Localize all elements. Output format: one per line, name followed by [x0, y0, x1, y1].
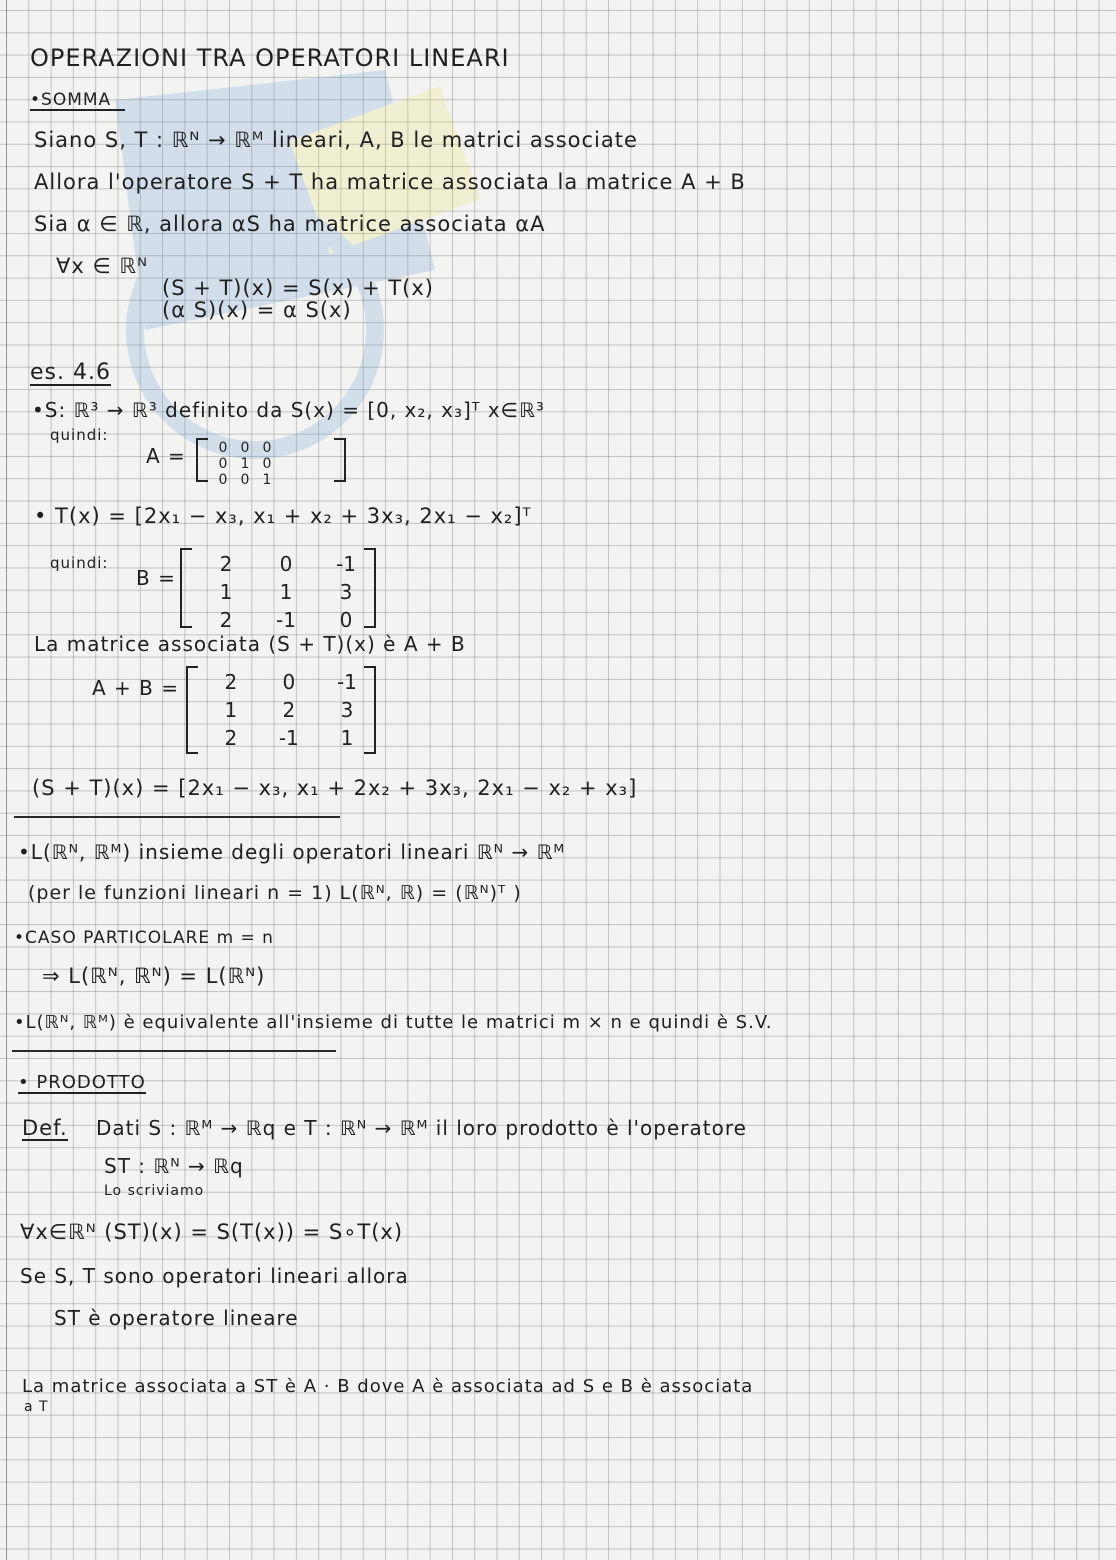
margin-line [6, 0, 7, 1560]
matrix-cell: 1 [240, 456, 250, 472]
definition-label: Def. [22, 1116, 68, 1140]
matrix-row [196, 578, 376, 606]
matrix-cell: 0 [218, 440, 228, 456]
matrix-cell: 0 [262, 456, 272, 472]
st-linear-statement: ST è operatore lineare [54, 1306, 299, 1330]
matrix-row [202, 668, 376, 696]
quindi-label-a: quindi: [50, 426, 109, 444]
example-s-definition: •S: ℝ³ → ℝ³ definito da S(x) = [0, x₂, x₃]ᵀ x∈ℝ³ [32, 398, 545, 422]
somma-line-1: Siano S, T : ℝᴺ → ℝᴹ lineari, A, B le matrici associate [34, 128, 638, 152]
linear-functions-note: (per le funzioni lineari n = 1) L(ℝᴺ, ℝ) = (ℝᴺ)ᵀ ) [28, 882, 522, 904]
matrix-row [196, 550, 376, 578]
page-title: OPERAZIONI TRA OPERATORI LINEARI [30, 44, 510, 72]
matrix-cell: 0 [262, 440, 272, 456]
matrix-cell: 1 [279, 580, 293, 604]
matrix-cell: 2 [224, 726, 238, 750]
example-t-definition: • T(x) = [2x₁ − x₃, x₁ + x₂ + 3x₃, 2x₁ − x₂]ᵀ [34, 504, 532, 528]
matrix-cell: 2 [282, 698, 296, 722]
matrix-cell: -1 [336, 552, 356, 576]
linearity-condition: Se S, T sono operatori lineari allora [20, 1264, 409, 1288]
matrix-cell: 0 [240, 440, 250, 456]
quindi-label-b: quindi: [50, 554, 109, 572]
section-heading-somma: •SOMMA [30, 92, 125, 111]
matrix-cell: 1 [340, 726, 354, 750]
divider-2 [12, 1050, 336, 1052]
product-definition: Dati S : ℝᴹ → ℝq e T : ℝᴺ → ℝᴹ il loro prodotto è l'operatore [96, 1116, 747, 1140]
matrix-cell: -1 [278, 726, 299, 750]
matrix-row [196, 606, 376, 634]
matrix-row [202, 724, 376, 752]
product-st-map: ST : ℝᴺ → ℝq [104, 1154, 244, 1178]
matrix-cell: 1 [219, 580, 233, 604]
matrix-cell: 1 [262, 472, 272, 488]
matrix-cell: -1 [336, 670, 357, 694]
sum-result: (S + T)(x) = [2x₁ − x₃, x₁ + 2x₂ + 3x₃, 2x₁ − x₂ + x₃] [32, 776, 638, 800]
matrix-cell: 0 [240, 472, 250, 488]
matrix-row [212, 456, 278, 472]
associated-matrix-line: La matrice associata (S + T)(x) è A + B [34, 632, 466, 656]
matrix-equivalence: •L(ℝᴺ, ℝᴹ) è equivalente all'insieme di tutte le matrici m × n e quindi è S.V. [14, 1012, 773, 1033]
somma-forall: ∀x ∈ ℝᴺ [56, 254, 148, 278]
somma-line-3: Sia α ∈ ℝ, allora αS ha matrice associata αA [34, 212, 546, 236]
matrix-row [212, 472, 278, 488]
matrix-a-plus-b [186, 666, 376, 754]
particular-case: •CASO PARTICOLARE m = n [14, 928, 274, 948]
matrix-cell: -1 [276, 608, 296, 632]
somma-line-2: Allora l'operatore S + T ha matrice associata la matrice A + B [34, 170, 746, 194]
matrix-cell: 2 [224, 670, 238, 694]
somma-scalar-formula: (α S)(x) = α S(x) [162, 298, 352, 322]
linear-operators-set: •L(ℝᴺ, ℝᴹ) insieme degli operatori lineari ℝᴺ → ℝᴹ [18, 840, 566, 864]
product-matrix-statement-end: a T [24, 1399, 49, 1415]
matrix-cell: 0 [339, 608, 353, 632]
matrix-cell: 2 [219, 608, 233, 632]
matrix-cell: 3 [340, 698, 354, 722]
divider-1 [14, 816, 340, 818]
matrix-a [196, 438, 346, 488]
particular-case-result: ⇒ L(ℝᴺ, ℝᴺ) = L(ℝᴺ) [42, 964, 266, 988]
matrix-cell: 0 [279, 552, 293, 576]
matrix-cell: 1 [224, 698, 238, 722]
matrix-row [202, 696, 376, 724]
example-label: es. 4.6 [30, 360, 111, 385]
scriviamo-note: Lo scriviamo [104, 1183, 205, 1199]
somma-sum-formula: (S + T)(x) = S(x) + T(x) [162, 276, 434, 300]
matrix-row [212, 440, 278, 456]
composition-formula: ∀x∈ℝᴺ (ST)(x) = S(T(x)) = S∘T(x) [20, 1220, 404, 1244]
matrix-b-label: B = [136, 566, 176, 590]
matrix-cell: 0 [282, 670, 296, 694]
matrix-a-label: A = [146, 444, 186, 468]
matrix-cell: 2 [219, 552, 233, 576]
matrix-b [180, 548, 376, 632]
matrix-cell: 3 [339, 580, 353, 604]
matrix-cell: 0 [218, 456, 228, 472]
matrix-cell: 0 [218, 472, 228, 488]
section-heading-prodotto: • PRODOTTO [18, 1072, 146, 1093]
product-matrix-statement: La matrice associata a ST è A · B dove A è associata ad S e B è associata [22, 1376, 754, 1397]
matrix-ab-label: A + B = [92, 676, 179, 700]
